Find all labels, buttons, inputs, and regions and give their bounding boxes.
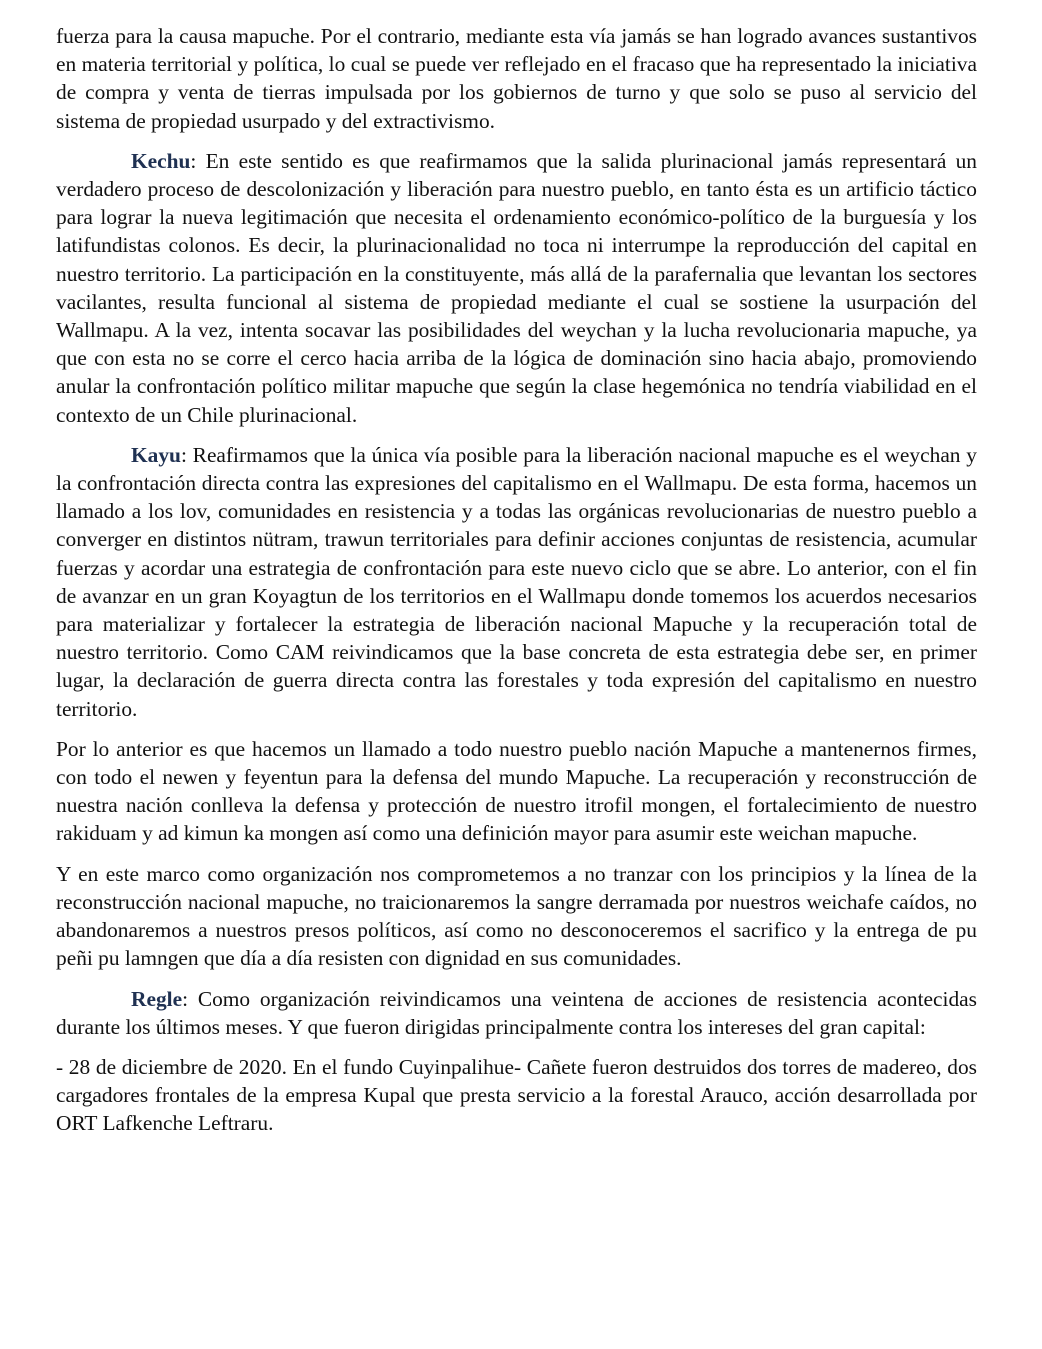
paragraph-kayu bbox=[56, 441, 977, 723]
list-item-action bbox=[56, 1053, 977, 1138]
paragraph-lead-label: Regle bbox=[131, 986, 183, 1011]
paragraph-text: : En este sentido es que reafirmamos que la salida plurinacional jamás representará un verdadero proceso de descolonización y liberación para nuestro pueblo, en tanto ésta es un artificio táctico para lograr la nueva legitimación que necesita el ordenamiento económico-político de la burguesía y los latifundistas colonos. Es decir, la plurinacionalidad no toca ni interrumpe la reproducción del capital en nuestro territorio. La participación en la constituyente, más allá de la parafernalia que levantan los sectores vacilantes, resulta funcional al sistema de propiedad mediante el cual se sostiene la usurpación del Wallmapu. A la vez, intenta socavar las posibilidades del weychan y la lucha revolucionaria mapuche, ya que con esta no se corre el cerco hacia arriba de la lógica de dominación sino hacia abajo, promoviendo anular la confrontación político militar mapuche que según la clase hegemónica no tendría viabilidad en el contexto de un Chile plurinacional. bbox=[56, 148, 977, 427]
paragraph-kechu bbox=[56, 147, 977, 429]
paragraph-llamado bbox=[56, 735, 977, 848]
paragraph-text: fuerza para la causa mapuche. Por el contrario, mediante esta vía jamás se han logrado avances sustantivos en materia territorial y política, lo cual se puede ver reflejado en el fracaso que ha representado la iniciativa de compra y venta de tierras impulsada por los gobiernos de turno y que solo se puso al servicio del sistema de propiedad usurpado y del extractivismo. bbox=[56, 24, 977, 133]
paragraph-regle bbox=[56, 985, 977, 1041]
paragraph-text: : Como organización reivindicamos una veintena de acciones de resistencia acontecidas durante los últimos meses. Y que fueron dirigidas principalmente contra los intereses del gran capital: bbox=[56, 986, 977, 1039]
paragraph-text: : Reafirmamos que la única vía posible para la liberación nacional mapuche es el weychan y la confrontación directa contra las expresiones del capitalismo en el Wallmapu. De esta forma, hacemos un llamado a los lov, comunidades en resistencia y a todas las orgánicas revolucionarias de nuestro pueblo a converger en distintos nütram, trawun territoriales para definir acciones conjuntas de resistencia, acumular fuerzas y acordar una estrategia de confrontación para este nuevo ciclo que se abre. Lo anterior, con el fin de avanzar en un gran Koyagtun de los territorios en el Wallmapu donde tomemos los acuerdos necesarios para materializar y fortalecer la estrategia de liberación nacional Mapuche y la recuperación total de nuestro territorio. Como CAM reivindicamos que la base concreta de esta estrategia debe ser, en primer lugar, la declaración de guerra directa contra las forestales y toda expresión del capitalismo en nuestro territorio. bbox=[56, 442, 977, 721]
paragraph-text: Y en este marco como organización nos comprometemos a no tranzar con los principios y la línea de la reconstrucción nacional mapuche, no traicionaremos la sangre derramada por nuestros weichafe caídos, no abandonaremos a nuestros presos políticos, así como no desconoceremos el sacrifico y la entrega de pu peñi pu lamngen que día a día resisten con dignidad en sus comunidades. bbox=[56, 861, 977, 971]
paragraph-text: Por lo anterior es que hacemos un llamado a todo nuestro pueblo nación Mapuche a mantenernos firmes, con todo el newen y feyentun para la defensa del mundo Mapuche. La recuperación y reconstrucción de nuestra nación conlleva la defensa y protección de nuestro itrofil mongen, el fortalecimiento de nuestro rakiduam y ad kimun ka mongen así como una definición mayor para asumir este weichan mapuche. bbox=[56, 736, 977, 846]
paragraph-lead-label: Kayu bbox=[131, 442, 181, 467]
paragraph-text: - 28 de diciembre de 2020. En el fundo Cuyinpalihue- Cañete fueron destruidos dos torres de madereo, dos cargadores frontales de la empresa Kupal que presta servicio a la forestal Arauco, acción desarrollada por ORT Lafkenche Leftraru. bbox=[56, 1054, 977, 1136]
paragraph-intro-continuation bbox=[56, 22, 977, 135]
paragraph-compromiso bbox=[56, 860, 977, 973]
paragraph-lead-label: Kechu bbox=[131, 148, 191, 173]
